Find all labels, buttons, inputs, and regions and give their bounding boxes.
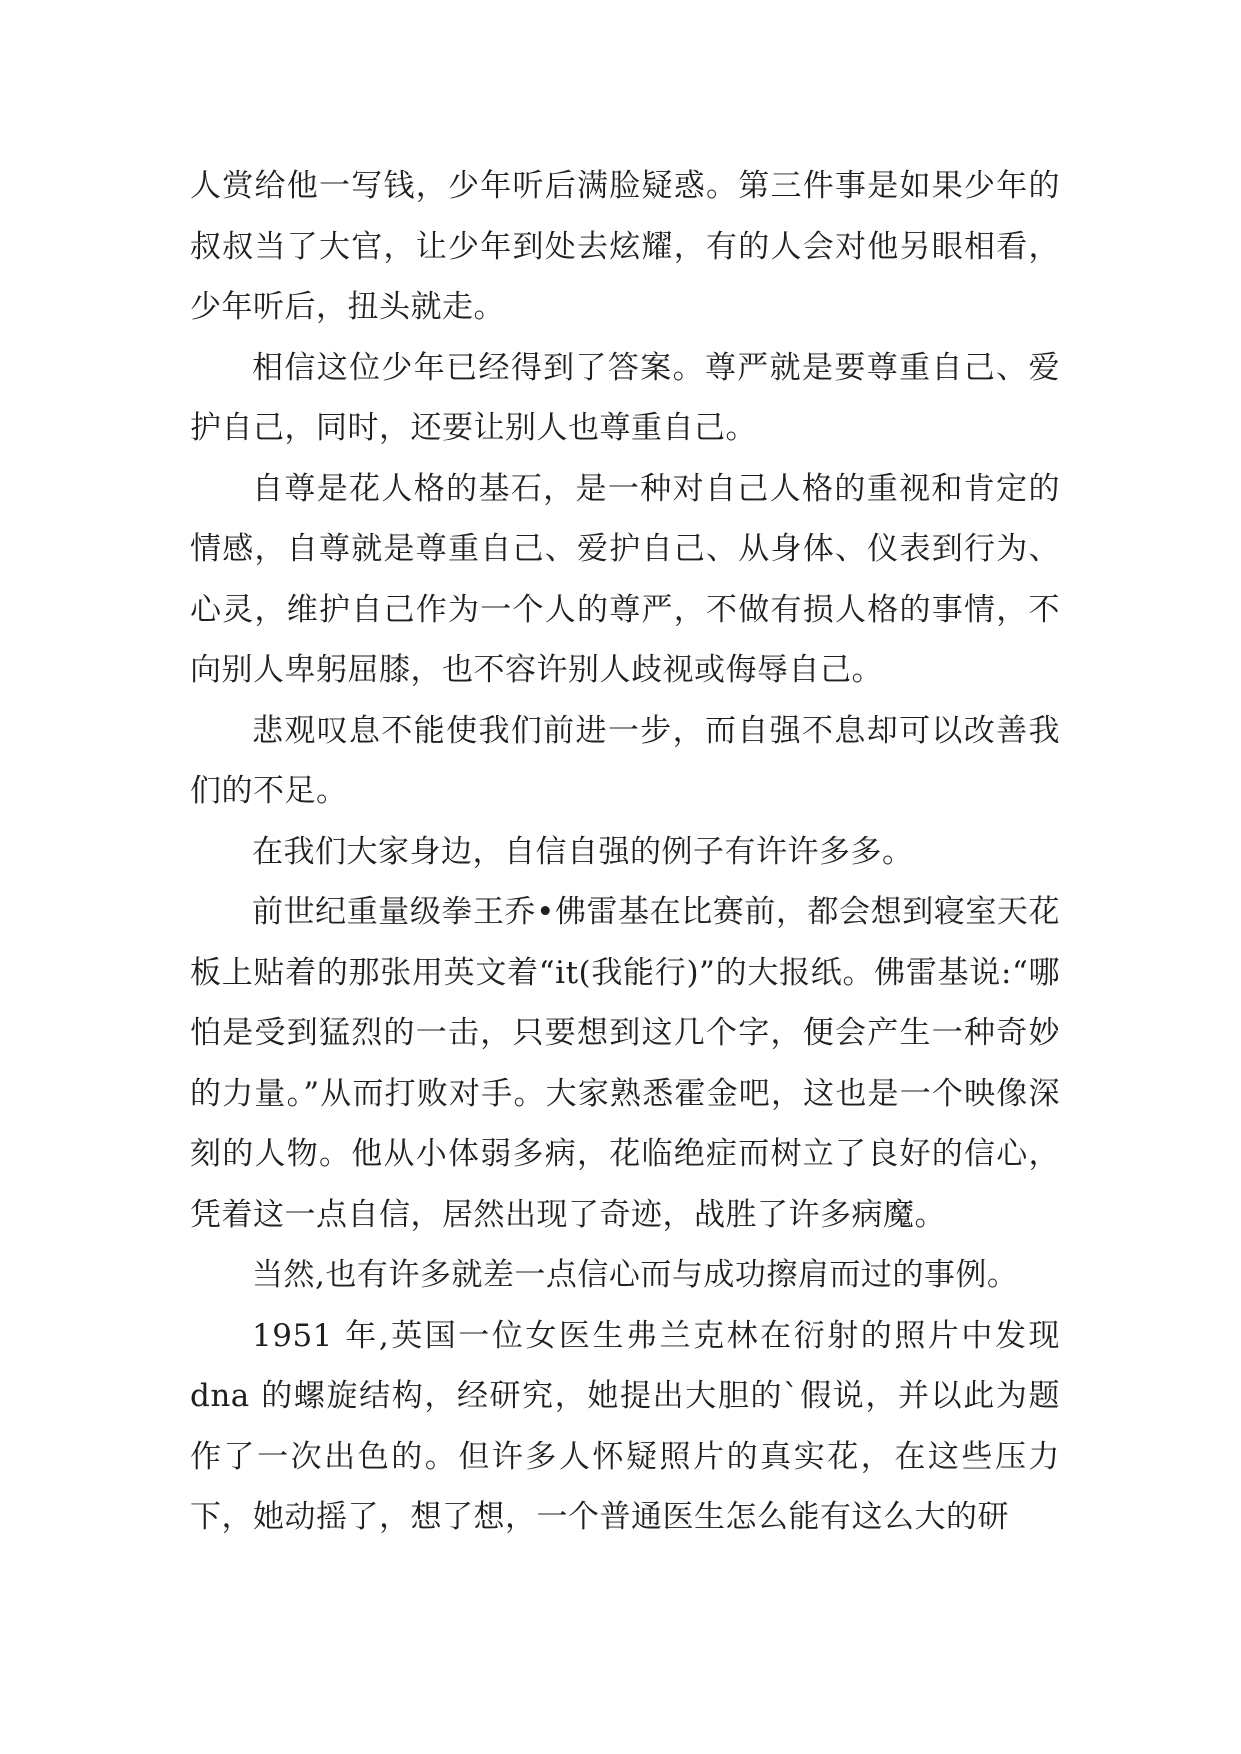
paragraph-boxer-hawking: 前世纪重量级拳王乔•佛雷基在比赛前，都会想到寝室天花板上贴着的那张用英文着“it(我能行)”的大报纸。佛雷基说:“哪怕是受到猛烈的一击，只要想到这几个字，便会产生一种奇妙的力量。”从而打败对手。大家熟悉霍金吧，这也是一个映像深刻的人物。他从小体弱多病，花临绝症而树立了良好的信心，凭着这一点自信，居然出现了奇迹，战胜了许多病魔。: [190, 894, 1060, 1233]
paragraph-examples-intro: 在我们大家身边，自信自强的例子有许许多多。: [252, 833, 914, 870]
paragraph-missed-success: 当然,也有许多就差一点信心而与成功擦肩而过的事例。: [252, 1257, 1019, 1293]
document-body: [190, 156, 1060, 1548]
paragraph-self-respect: 自尊是花人格的基石，是一种对自己人格的重视和肯定的情感，自尊就是尊重自己、爱护自己、从身体、仪表到行为、心灵，维护自己作为一个人的尊严，不做有损人格的事情，不向别人卑躬屈膝，也不容许别人歧视或侮辱自己。: [190, 470, 1060, 688]
paragraph-dignity-answer: 相信这位少年已经得到了答案。尊严就是要尊重自己、爱护自己，同时，还要让别人也尊重自己。: [190, 349, 1060, 446]
paragraph-pessimism: 悲观叹息不能使我们前进一步，而自强不息却可以改善我们的不足。: [190, 712, 1060, 809]
paragraph-continuation: 人赏给他一写钱，少年听后满脸疑惑。第三件事是如果少年的叔叔当了大官，让少年到处去炫耀，有的人会对他另眼相看，少年听后，扭头就走。: [190, 168, 1060, 325]
paragraph-franklin: 1951 年,英国一位女医生弗兰克林在衍射的照片中发现 dna 的螺旋结构，经研究，她提出大胆的`假说，并以此为题作了一次出色的。但许多人怀疑照片的真实花，在这些压力下，她动摇了，想了想，一个普通医生怎么能有这么大的研: [190, 1317, 1060, 1535]
